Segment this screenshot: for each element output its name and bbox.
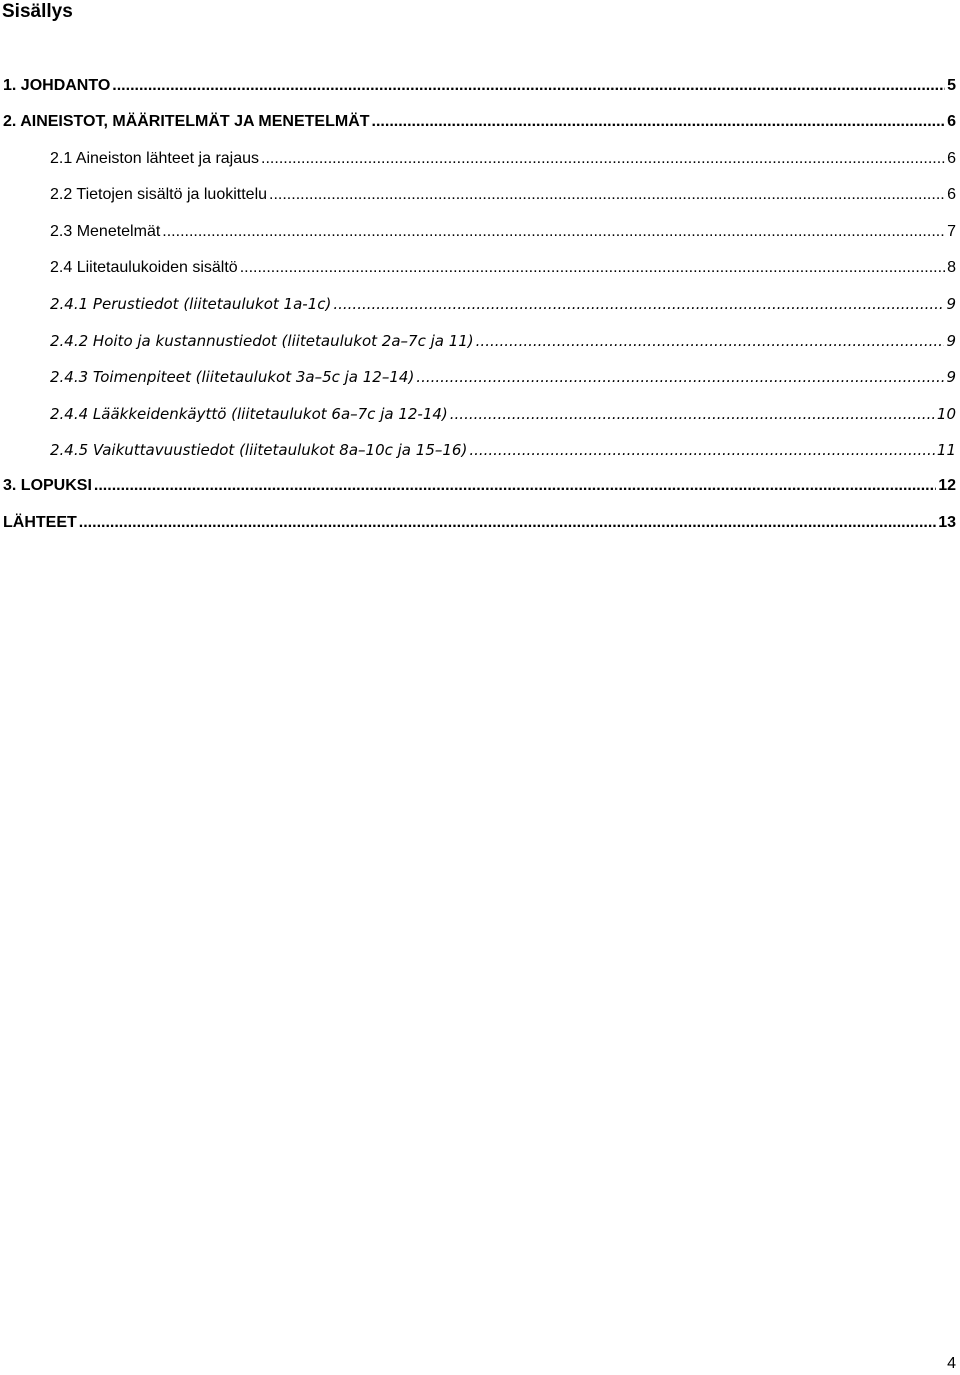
toc-entry-label: 2.4.3 Toimenpiteet (liitetaulukot 3a–5c ja 12–14) <box>50 368 415 387</box>
toc-leader-dots <box>469 436 935 464</box>
toc-entry-2-1[interactable] <box>0 145 958 181</box>
toc-entry-page: 9 <box>946 368 956 387</box>
toc-entry-label: 2.4.1 Perustiedot (liitetaulukot 1a-1c) <box>50 295 332 314</box>
toc-leader-dots <box>450 400 935 428</box>
toc-leader-dots <box>162 218 945 246</box>
toc-leader-dots <box>269 181 945 209</box>
toc-entry-label: 1. JOHDANTO <box>3 77 111 94</box>
toc-entry-2-4-3[interactable] <box>0 363 958 399</box>
toc-entry-page: 9 <box>946 295 956 314</box>
toc-entry-2-2[interactable] <box>0 181 958 217</box>
toc-entry-lahteet[interactable] <box>0 509 958 545</box>
toc-entry-page: 7 <box>947 222 956 240</box>
toc-entry-page: 6 <box>947 113 956 131</box>
toc-entry-2-4-5[interactable] <box>0 436 958 472</box>
toc-entry-page: 9 <box>946 331 956 350</box>
toc-entry-page: 13 <box>938 513 956 531</box>
toc-entry-label: 2.4.4 Lääkkeidenkäyttö (liitetaulukot 6a–7c ja 12-14) <box>50 404 448 423</box>
toc-leader-dots <box>112 72 945 100</box>
toc-entry-label: 2.4.5 Vaikuttavuustiedot (liitetaulukot 8a–10c ja 15–16) <box>50 440 468 459</box>
toc-entry-johdanto[interactable] <box>0 72 958 108</box>
toc-entry-label: 2.4 Liitetaulukoiden sisältö <box>50 258 238 276</box>
toc-entry-2-3[interactable] <box>0 218 958 254</box>
toc-entry-lopuksi[interactable] <box>0 472 958 508</box>
toc-entry-2-4-1[interactable] <box>0 290 958 326</box>
toc-entry-2-4[interactable] <box>0 254 958 290</box>
toc-entry-label: 2. AINEISTOT, MÄÄRITELMÄT JA MENETELMÄT <box>3 113 370 131</box>
toc-entry-label: 3. LOPUKSI <box>3 477 92 495</box>
toc-leader-dots <box>476 327 945 355</box>
toc-leader-dots <box>372 108 946 136</box>
page-number: 4 <box>947 1355 956 1372</box>
toc-entry-page: 8 <box>947 258 956 276</box>
toc-entry-label: LÄHTEET <box>3 513 77 531</box>
table-of-contents <box>0 72 958 545</box>
toc-entry-page: 11 <box>936 440 956 459</box>
toc-entry-page: 5 <box>947 77 956 94</box>
toc-entry-page: 6 <box>947 186 956 204</box>
toc-entry-label: 2.4.2 Hoito ja kustannustiedot (liitetaulukot 2a–7c ja 11) <box>50 331 474 350</box>
toc-entry-label: 2.1 Aineiston lähteet ja rajaus <box>50 149 260 167</box>
toc-leader-dots <box>240 254 945 282</box>
toc-leader-dots <box>416 363 944 391</box>
toc-entry-2-4-2[interactable] <box>0 327 958 363</box>
toc-entry-2-4-4[interactable] <box>0 400 958 436</box>
toc-entry-aineistot[interactable] <box>0 108 958 144</box>
toc-entry-label: 2.2 Tietojen sisältö ja luokittelu <box>50 186 268 204</box>
toc-leader-dots <box>261 145 945 173</box>
page-title: Sisällys <box>2 1 73 22</box>
toc-leader-dots <box>333 290 944 318</box>
toc-leader-dots <box>79 509 936 537</box>
toc-leader-dots <box>94 472 936 500</box>
toc-entry-page: 10 <box>936 404 956 423</box>
toc-entry-page: 12 <box>938 477 956 495</box>
toc-entry-page: 6 <box>947 149 956 167</box>
toc-entry-label: 2.3 Menetelmät <box>50 222 161 240</box>
